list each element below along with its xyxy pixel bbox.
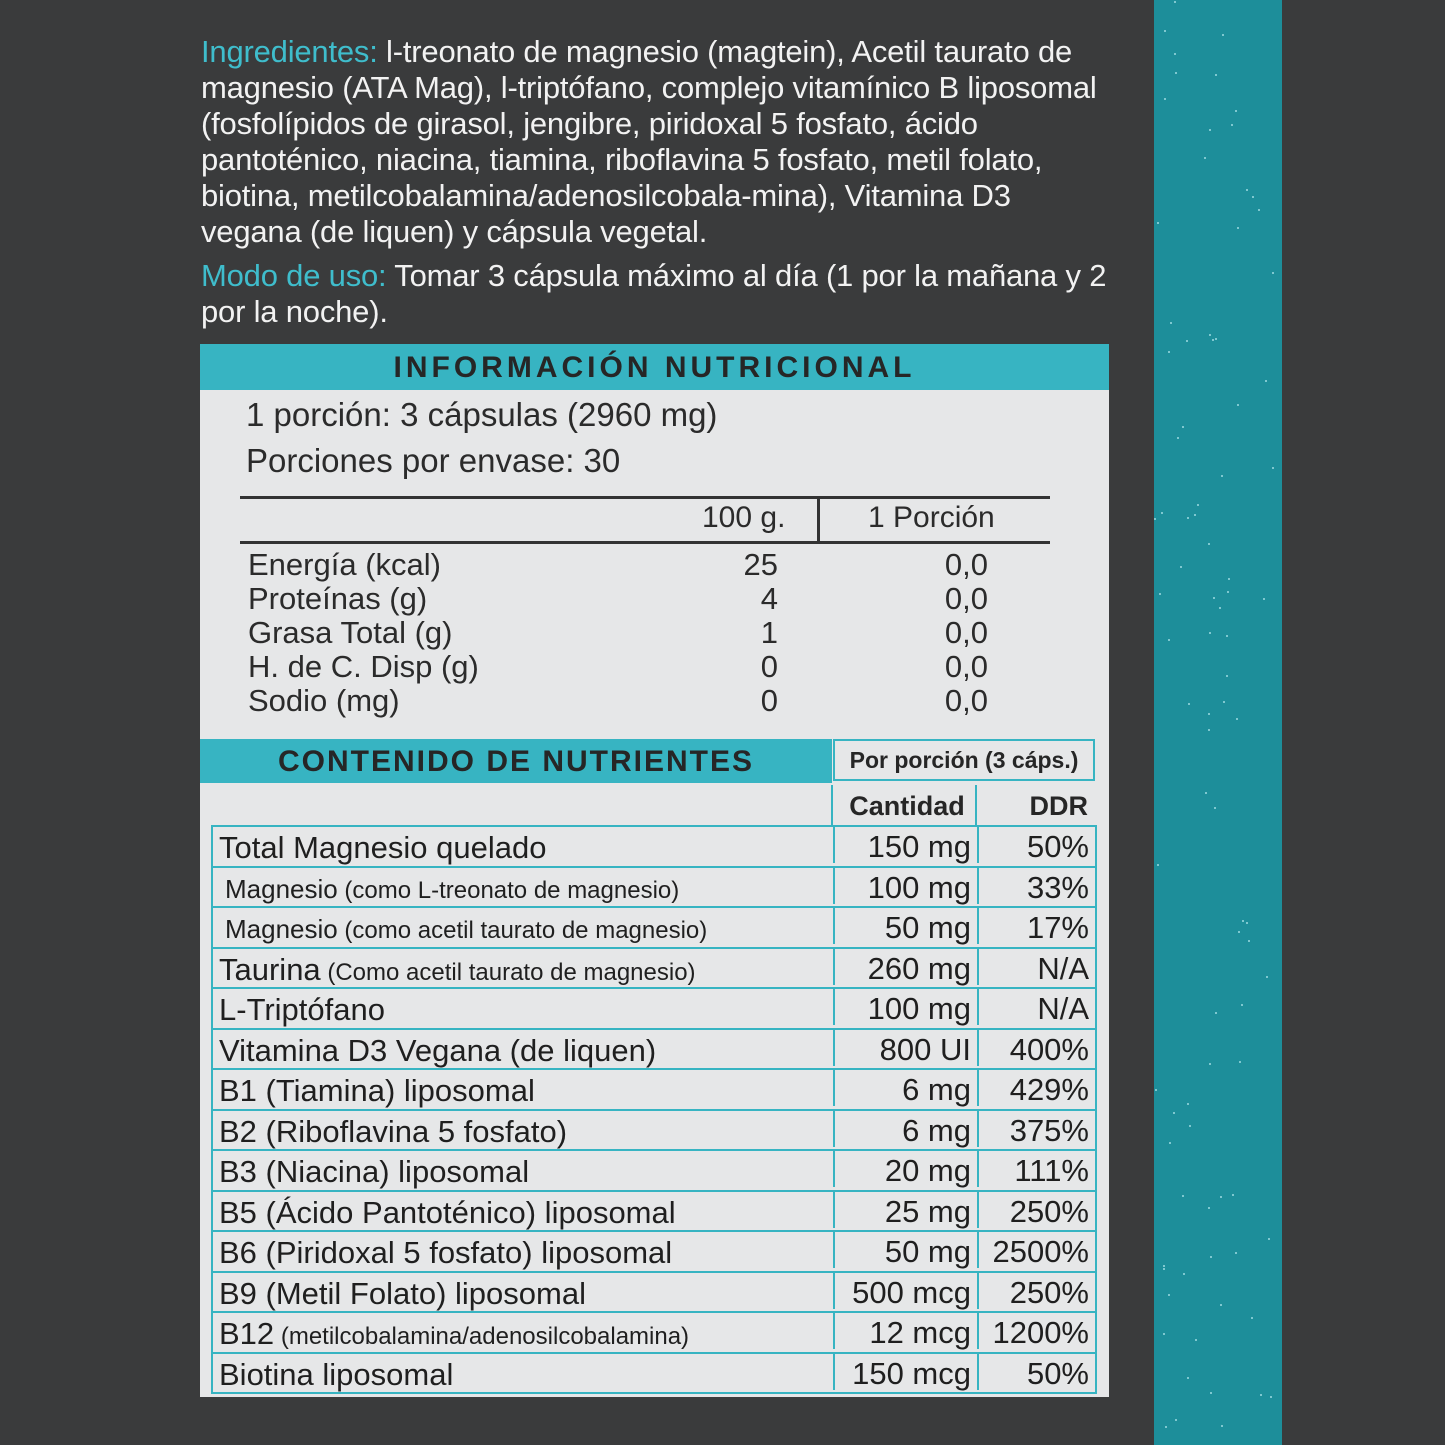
nutrient-label — [219, 1316, 689, 1352]
nutrient-ddr: 1200% — [977, 1313, 1095, 1349]
nutrient-amount: 20 mg — [833, 1151, 975, 1187]
speck-dot — [1226, 635, 1228, 637]
speck-dot — [1222, 34, 1224, 36]
nutrient-name: Magnesio — [225, 873, 338, 904]
nutrient-name: Sodio (mg) — [248, 683, 400, 718]
nutrient-ddr: 429% — [977, 1070, 1095, 1106]
value-portion: 0,0 — [944, 547, 988, 582]
nutrient-label — [219, 1235, 672, 1271]
speck-dot — [1266, 976, 1268, 978]
speck-dot — [1157, 864, 1159, 866]
speck-dot — [1213, 597, 1215, 599]
nutrient-row — [213, 1230, 1095, 1271]
nutrition-row — [248, 615, 1048, 649]
header-divider — [817, 499, 820, 541]
nutrient-row — [213, 827, 1095, 866]
speck-dot — [1163, 1333, 1165, 1335]
speck-dot — [1236, 718, 1238, 720]
speck-dot — [1215, 338, 1217, 340]
speck-dot — [1237, 404, 1239, 406]
value-portion: 0,0 — [944, 649, 988, 684]
nutrient-rows — [211, 825, 1097, 1394]
speck-dot — [1209, 334, 1211, 336]
nutrient-label — [225, 914, 707, 945]
nutrition-row — [248, 683, 1048, 717]
speck-dot — [1195, 1339, 1197, 1341]
speck-dot — [1265, 380, 1267, 382]
nutrient-ddr: 50% — [977, 827, 1095, 863]
ingredients-text: l-treonato de magnesio (magtein), Acetil taurato de magnesio (ATA Mag), l-triptófano, complejo vitamínico B liposomal (fosfolípidos de girasol, jengibre, piridoxal 5 fosfato, ácido pantoténico, niacina, tiamina, riboflavina 5 fosfato, metil folato, biotina, metilcobalamina/adenosilcobala-mina), Vitamina D3 vegana (de liquen) y cápsula vegetal. — [201, 34, 1097, 249]
speck-dot — [1182, 1195, 1184, 1197]
nutrient-row — [213, 1068, 1095, 1109]
nutrient-ddr: 33% — [977, 868, 1095, 904]
nutrient-row — [213, 947, 1095, 988]
speck-dot — [1189, 1125, 1191, 1127]
value-portion: 0,0 — [944, 581, 988, 616]
speck-dot — [1251, 1317, 1253, 1319]
ingredients-paragraph — [201, 34, 1116, 250]
speck-dot — [1154, 518, 1156, 520]
nutrient-name: L-Triptófano — [219, 992, 385, 1027]
value-100g: 0 — [760, 649, 778, 684]
value-portion: 0,0 — [944, 683, 988, 718]
nutrient-ddr: N/A — [977, 989, 1095, 1025]
nutrient-name: B5 (Ácido Pantoténico) liposomal — [219, 1194, 676, 1230]
speck-dot — [1174, 53, 1176, 55]
speck-dot — [1180, 566, 1182, 568]
speck-dot — [1168, 351, 1170, 353]
speck-dot — [1235, 110, 1237, 112]
speck-dot — [1163, 1265, 1165, 1267]
speck-dot — [1208, 1207, 1210, 1209]
nutrient-amount: 6 mg — [833, 1070, 975, 1106]
value-100g: 25 — [743, 547, 778, 582]
speck-dot — [1164, 98, 1166, 100]
speck-dot — [1159, 593, 1161, 595]
usage-label: Modo de uso: — [201, 258, 387, 293]
speck-dot — [1246, 189, 1248, 191]
speck-dot — [1252, 196, 1254, 198]
speck-dot — [1187, 1103, 1189, 1105]
nutrient-ddr: N/A — [977, 949, 1095, 985]
col-ddr: DDR — [1029, 791, 1088, 821]
per-portion-label: Por porción (3 cáps.) — [833, 739, 1095, 781]
nutrient-label — [219, 1073, 535, 1109]
speck-dot — [1241, 1004, 1243, 1006]
speck-dot — [1177, 437, 1179, 439]
nutrient-name: Proteínas (g) — [248, 581, 428, 616]
value-100g: 4 — [760, 581, 778, 616]
nutrient-amount: 260 mg — [833, 949, 975, 985]
speck-dot — [1168, 639, 1170, 641]
nutrient-table-header — [211, 785, 1097, 825]
nutrient-ddr: 250% — [977, 1273, 1095, 1309]
speck-dot — [1270, 1396, 1272, 1398]
nutrient-row — [213, 1352, 1095, 1393]
nutrient-row — [213, 906, 1095, 947]
speck-dot — [1258, 209, 1260, 211]
speck-dot — [1182, 426, 1184, 428]
speck-dot — [1209, 632, 1211, 634]
col-amount: Cantidad — [849, 791, 965, 821]
speck-dot — [1208, 543, 1210, 545]
nutrient-label — [219, 992, 385, 1028]
teal-side-stripe — [1154, 0, 1282, 1445]
nutrient-amount: 800 UI — [833, 1030, 975, 1066]
nutrient-amount: 150 mcg — [833, 1354, 975, 1390]
speck-dot — [1175, 72, 1177, 74]
nutrient-label — [225, 874, 679, 905]
speck-dot — [1209, 129, 1211, 131]
speck-dot — [1212, 339, 1214, 341]
speck-dot — [1221, 475, 1223, 477]
nutrient-row — [213, 1149, 1095, 1190]
speck-dot — [1228, 578, 1230, 580]
speck-dot — [1220, 1196, 1222, 1198]
nutrient-amount: 50 mg — [833, 908, 975, 944]
nutrient-row — [213, 1190, 1095, 1231]
header-line — [975, 785, 977, 825]
usage-text: Tomar 3 cápsula máximo al día (1 por la mañana y 2 por la noche). — [201, 258, 1107, 329]
nutrient-note: (como acetil taurato de magnesio) — [337, 917, 708, 944]
nutrient-name: B9 (Metil Folato) liposomal — [219, 1275, 586, 1311]
speck-dot — [1248, 940, 1250, 942]
nutrient-name: Energía (kcal) — [248, 547, 441, 582]
header-line — [831, 785, 833, 825]
nutrient-amount: 12 mcg — [833, 1313, 975, 1349]
nutrient-row — [213, 987, 1095, 1028]
speck-dot — [1220, 1304, 1222, 1306]
speck-dot — [1188, 703, 1190, 705]
speck-dot — [1221, 1425, 1223, 1427]
nutrient-label — [219, 830, 546, 866]
nutrient-ddr: 50% — [977, 1354, 1095, 1390]
speck-dot — [1215, 74, 1217, 76]
nutrient-name: Vitamina D3 Vegana (de liquen) — [219, 1032, 657, 1068]
speck-dot — [1208, 713, 1210, 715]
value-100g: 0 — [760, 683, 778, 718]
nutrition-rows — [248, 547, 1048, 717]
nutrient-amount: 50 mg — [833, 1232, 975, 1268]
speck-dot — [1194, 514, 1196, 516]
nutrient-amount: 6 mg — [833, 1111, 975, 1147]
nutrient-row — [213, 1271, 1095, 1312]
nutrient-amount: 100 mg — [833, 868, 975, 904]
nutrient-name: Total Magnesio quelado — [219, 830, 547, 865]
nutrient-name: Magnesio — [225, 914, 338, 944]
col-portion: 1 Porción — [868, 501, 995, 534]
speck-dot — [1204, 157, 1206, 159]
nutrient-label — [219, 1357, 453, 1393]
speck-dot — [1165, 1426, 1167, 1428]
nutrient-label — [219, 1154, 529, 1190]
nutrient-name: B12 — [219, 1316, 275, 1351]
nutrient-name: Biotina liposomal — [219, 1356, 454, 1392]
nutrient-name: H. de C. Disp (g) — [248, 649, 479, 684]
nutrient-ddr: 2500% — [977, 1232, 1095, 1268]
speck-dot — [1214, 807, 1216, 809]
speck-dot — [1205, 792, 1207, 794]
speck-dot — [1175, 1419, 1177, 1421]
speck-dot — [1161, 512, 1163, 514]
nutrition-row — [248, 547, 1048, 581]
nutrient-note: (metilcobalamina/adenosilcobalamina) — [274, 1323, 690, 1350]
speck-dot — [1170, 322, 1172, 324]
nutrient-label — [219, 952, 696, 988]
nutrient-label — [219, 1114, 567, 1150]
nutrient-row — [213, 1028, 1095, 1069]
speck-dot — [1183, 1273, 1185, 1275]
nutrient-row — [213, 1311, 1095, 1352]
speck-dot — [1210, 1392, 1212, 1394]
speck-dot — [1197, 504, 1199, 506]
nutrient-row — [213, 1109, 1095, 1150]
nutrient-name: Grasa Total (g) — [248, 615, 453, 650]
nutrient-ddr: 400% — [977, 1030, 1095, 1066]
ingredients-label: Ingredientes: — [201, 34, 378, 69]
nutrient-label — [219, 1033, 656, 1069]
nutrient-ddr: 250% — [977, 1192, 1095, 1228]
speck-dot — [1187, 1377, 1189, 1379]
speck-dot — [1272, 467, 1274, 469]
speck-dot — [1226, 675, 1228, 677]
speck-dot — [1169, 1142, 1171, 1144]
nutrition-panel — [200, 344, 1109, 1397]
nutrition-table-header — [240, 496, 1050, 544]
speck-dot — [1173, 1112, 1175, 1114]
usage-paragraph — [201, 258, 1116, 330]
nutrient-name: B2 (Riboflavina 5 fosfato) — [219, 1113, 568, 1149]
nutrition-row — [248, 581, 1048, 615]
speck-dot — [1268, 1238, 1270, 1240]
speck-dot — [1157, 222, 1159, 224]
speck-dot — [1239, 1061, 1241, 1063]
speck-dot — [1219, 607, 1221, 609]
speck-dot — [1210, 1256, 1212, 1258]
nutrient-amount: 25 mg — [833, 1192, 975, 1228]
col-100g: 100 g. — [702, 501, 786, 534]
nutrition-row — [248, 649, 1048, 683]
nutrient-ddr: 375% — [977, 1111, 1095, 1147]
nutrient-label — [219, 1276, 586, 1312]
speck-dot — [1223, 701, 1225, 703]
content-title: CONTENIDO DE NUTRIENTES — [200, 739, 832, 783]
speck-dot — [1227, 591, 1229, 593]
speck-dot — [1164, 30, 1166, 32]
speck-dot — [1232, 1194, 1234, 1196]
nutrient-note: (como L-treonato de magnesio) — [337, 876, 680, 904]
value-100g: 1 — [760, 615, 778, 650]
speck-dot — [1163, 1268, 1165, 1270]
servings-per-container: Porciones por envase: 30 — [246, 442, 621, 479]
nutrient-ddr: 17% — [977, 908, 1095, 944]
speck-dot — [1231, 124, 1233, 126]
speck-dot — [1186, 340, 1188, 342]
speck-dot — [1246, 922, 1248, 924]
label-text — [201, 34, 1116, 338]
nutrient-name: B3 (Niacina) liposomal — [219, 1154, 530, 1189]
nutrient-ddr: 111% — [977, 1151, 1095, 1187]
speck-dot — [1187, 517, 1189, 519]
speck-dot — [1174, 1, 1176, 3]
nutrient-name: B6 (Piridoxal 5 fosfato) liposomal — [219, 1235, 673, 1270]
speck-dot — [1235, 1252, 1237, 1254]
value-portion: 0,0 — [944, 615, 988, 650]
speck-dot — [1263, 598, 1265, 600]
speck-dot — [1242, 920, 1244, 922]
speck-dot — [1209, 1063, 1211, 1065]
speck-dot — [1272, 272, 1274, 274]
speck-dot — [1238, 931, 1240, 933]
nutrient-content-table — [211, 785, 1097, 1394]
nutrient-row — [213, 866, 1095, 907]
nutrient-amount: 100 mg — [833, 989, 975, 1025]
nutrient-note: (Como acetil taurato de magnesio) — [320, 958, 696, 986]
nutrient-amount: 500 mcg — [833, 1273, 975, 1309]
speck-dot — [1215, 1012, 1217, 1014]
speck-dot — [1168, 1294, 1170, 1296]
nutrient-name: B1 (Tiamina) liposomal — [219, 1073, 535, 1108]
nutrition-title: INFORMACIÓN NUTRICIONAL — [200, 344, 1109, 390]
speck-dot — [1155, 1089, 1157, 1091]
nutrient-name: Taurina — [219, 951, 321, 987]
speck-dot — [1237, 227, 1239, 229]
speck-dot — [1260, 1394, 1262, 1396]
nutrient-label — [219, 1195, 676, 1231]
speck-dot — [1208, 729, 1210, 731]
serving-size: 1 porción: 3 cápsulas (2960 mg) — [246, 396, 718, 433]
nutrient-amount: 150 mg — [833, 827, 975, 863]
